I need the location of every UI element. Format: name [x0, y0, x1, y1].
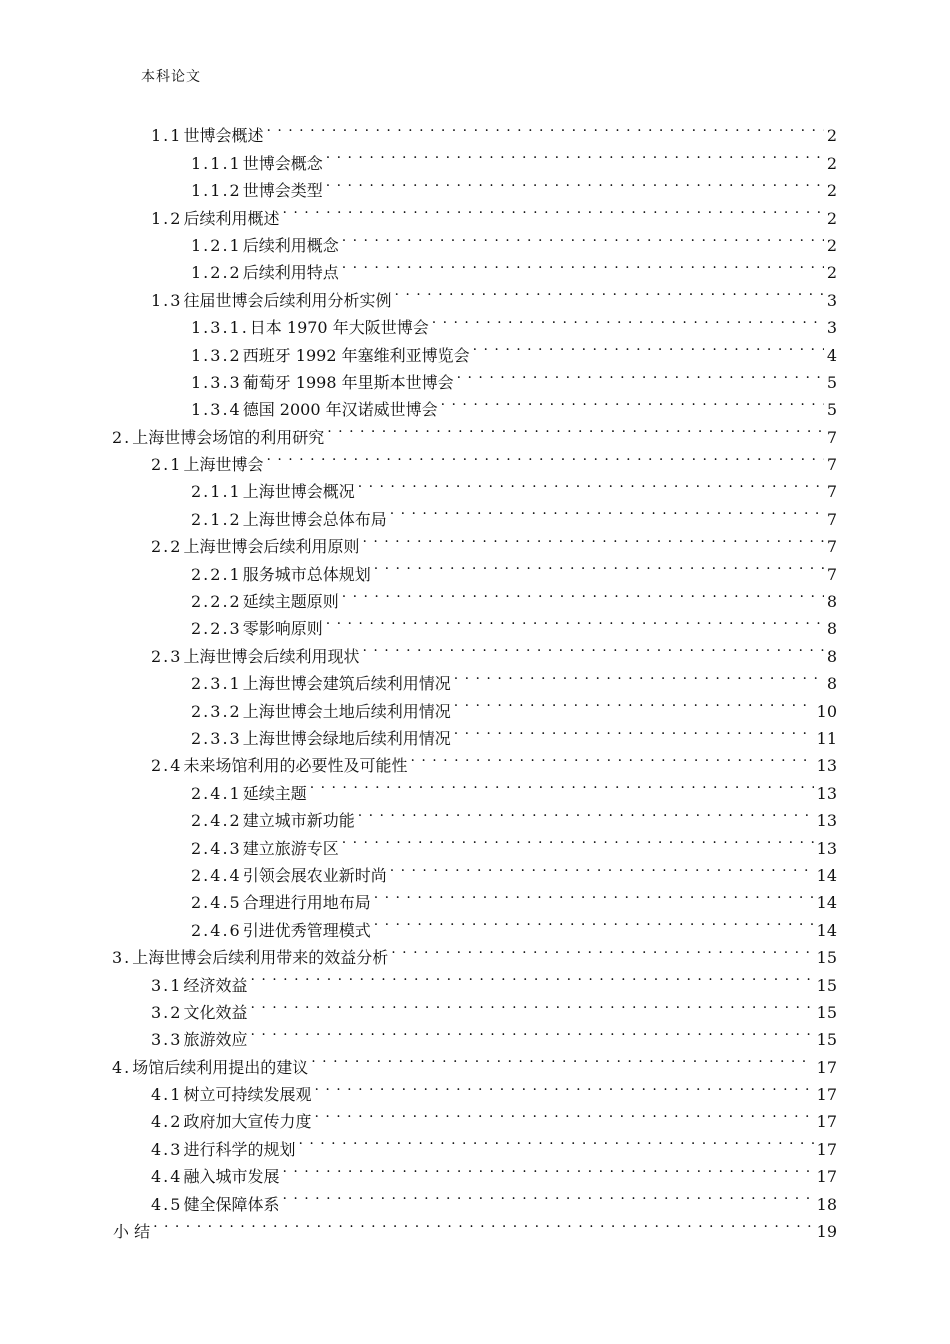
toc-entry-title: 上海世博会建筑后续利用情况	[242, 674, 451, 694]
toc-entry-title: 世博会概念	[242, 153, 323, 173]
toc-entry-page-number: 2	[826, 181, 837, 201]
toc-entry-title: 建立旅游专区	[242, 838, 339, 858]
toc-entry-title: 上海世博会场馆的利用研究	[132, 427, 325, 447]
toc-entry-number: 1.2.2	[191, 263, 242, 283]
toc-entry-page-number: 4	[826, 345, 837, 365]
toc-entry-page-number: 13	[816, 783, 837, 803]
toc-dot-leader	[358, 799, 814, 826]
toc-entry-number: 2.2.2	[191, 592, 242, 612]
toc-dot-leader	[326, 141, 824, 168]
toc-entry-number: 1.1.1	[191, 153, 242, 173]
toc-entry-page-number: 3	[826, 318, 837, 338]
toc-entry-page-number: 17	[816, 1167, 837, 1187]
toc-entry-number: 1.3	[151, 290, 183, 310]
toc-entry-page-number: 15	[816, 1030, 837, 1050]
toc-entry-page-number: 15	[816, 948, 837, 968]
toc-entry-number: 2.4.3	[191, 838, 242, 858]
toc-entry-page-number: 18	[816, 1194, 837, 1214]
toc-entry[interactable]	[0, 1210, 950, 1242]
toc-entry-page-number: 5	[826, 372, 837, 392]
toc-dot-leader	[432, 306, 824, 333]
toc-entry-page-number: 13	[816, 756, 837, 776]
toc-entry[interactable]	[0, 224, 950, 255]
toc-entry[interactable]	[0, 1018, 950, 1050]
toc-entry-number: 1.2.1	[191, 235, 242, 255]
toc-entry-title: 日本 1970 年大阪世博会	[249, 318, 429, 338]
toc-entry-page-number: 13	[816, 811, 837, 831]
toc-entry-number: 3.3	[151, 1030, 183, 1050]
toc-entry-page-number: 2	[826, 126, 837, 146]
toc-dot-leader	[473, 333, 824, 360]
toc-entry-page-number: 8	[826, 646, 837, 666]
toc-entry-number: 4.	[112, 1057, 132, 1077]
toc-entry-title: 健全保障体系	[183, 1194, 280, 1214]
toc-entry-number: 2.4.4	[191, 865, 242, 885]
toc-dot-leader	[394, 278, 823, 305]
toc-entry-number: 1.3.1.	[191, 318, 249, 338]
toc-entry-page-number: 5	[826, 400, 837, 420]
toc-dot-leader	[362, 525, 823, 552]
toc-dot-leader	[327, 415, 824, 442]
toc-entry-title: 合理进行用地布局	[242, 893, 371, 913]
toc-entry[interactable]	[0, 141, 950, 173]
toc-dot-leader	[454, 662, 824, 689]
toc-entry-title: 服务城市总体规划	[242, 564, 371, 584]
toc-entry-title: 政府加大宣传力度	[183, 1112, 312, 1132]
toc-entry-page-number: 7	[826, 455, 837, 475]
table-of-contents	[0, 114, 950, 1242]
toc-entry[interactable]	[0, 799, 950, 831]
toc-entry-page-number: 2	[826, 235, 837, 255]
toc-entry[interactable]	[0, 114, 950, 146]
toc-entry-title: 经济效益	[183, 975, 248, 995]
toc-entry-title: 西班牙 1992 年塞维利亚博览会	[242, 345, 470, 365]
toc-entry-title: 零影响原则	[242, 619, 323, 639]
toc-entry[interactable]	[0, 333, 950, 365]
toc-entry-number: 2.4.5	[191, 893, 242, 913]
toc-entry-title: 上海世博会概况	[242, 482, 355, 502]
toc-entry-page-number: 17	[816, 1057, 837, 1077]
toc-dot-leader	[390, 854, 814, 881]
toc-dot-leader	[250, 963, 813, 990]
toc-entry-number: 1.3.3	[191, 372, 242, 392]
toc-dot-leader	[342, 580, 824, 607]
toc-entry-number: 2.3	[151, 646, 183, 666]
toc-entry-title: 延续主题	[242, 783, 307, 803]
toc-entry[interactable]	[0, 908, 950, 940]
toc-entry[interactable]	[0, 717, 950, 748]
toc-entry-number: 2.4.1	[191, 783, 242, 803]
toc-dot-leader	[441, 388, 824, 415]
toc-entry[interactable]	[0, 1127, 950, 1159]
toc-entry-number: 2.1.2	[191, 509, 242, 529]
toc-entry-title: 未来场馆利用的必要性及可能性	[183, 756, 408, 776]
toc-dot-leader	[326, 169, 824, 196]
toc-entry-title: 上海世博会总体布局	[242, 509, 387, 529]
toc-entry-number: 3.	[112, 948, 132, 968]
toc-entry[interactable]	[0, 1155, 950, 1187]
toc-entry[interactable]	[0, 634, 950, 666]
toc-entry-number: 4.1	[151, 1085, 183, 1105]
toc-entry-number: 2.4.6	[191, 920, 242, 940]
toc-dot-leader	[410, 744, 813, 771]
toc-entry[interactable]	[0, 689, 950, 721]
toc-entry-number: 2.1.1	[191, 482, 242, 502]
toc-entry-page-number: 7	[826, 537, 837, 557]
toc-dot-leader	[282, 196, 823, 223]
toc-entry[interactable]	[0, 854, 950, 885]
toc-entry-number: 4.4	[151, 1167, 183, 1187]
toc-entry-title: 上海世博会土地后续利用情况	[242, 701, 451, 721]
toc-entry-page-number: 14	[816, 893, 837, 913]
toc-entry-number: 2.3.3	[191, 728, 242, 748]
toc-dot-leader	[342, 826, 814, 853]
toc-entry-number: 1.3.4	[191, 400, 242, 420]
toc-entry-title: 进行科学的规划	[183, 1139, 296, 1159]
toc-entry-number: 4.2	[151, 1112, 183, 1132]
toc-dot-leader	[282, 1155, 813, 1182]
toc-dot-leader	[358, 470, 824, 497]
toc-entry-title: 上海世博会后续利用原则	[183, 537, 360, 557]
toc-dot-leader	[314, 1073, 813, 1100]
toc-dot-leader	[374, 881, 814, 908]
toc-entry-number: 3.1	[151, 975, 183, 995]
toc-entry[interactable]	[0, 580, 950, 612]
toc-dot-leader	[454, 717, 814, 744]
toc-entry-title: 上海世博会绿地后续利用情况	[242, 728, 451, 748]
toc-dot-leader	[282, 1182, 813, 1209]
toc-entry[interactable]	[0, 936, 950, 968]
toc-entry-number: 2.2.3	[191, 619, 242, 639]
toc-entry-title: 世博会概述	[183, 126, 264, 146]
toc-entry-page-number: 11	[816, 728, 837, 748]
toc-entry-page-number: 7	[826, 427, 837, 447]
toc-entry[interactable]	[0, 1100, 950, 1132]
toc-entry-title: 后续利用概述	[183, 208, 280, 228]
toc-entry-title: 小 结	[113, 1222, 151, 1242]
toc-entry[interactable]	[0, 361, 950, 392]
toc-entry-title: 场馆后续利用提出的建议	[132, 1057, 309, 1077]
toc-entry[interactable]	[0, 169, 950, 201]
toc-entry[interactable]	[0, 388, 950, 420]
toc-entry-title: 树立可持续发展观	[183, 1085, 312, 1105]
toc-entry-page-number: 7	[826, 564, 837, 584]
toc-entry-number: 4.3	[151, 1139, 183, 1159]
toc-dot-leader	[266, 443, 823, 470]
toc-dot-leader	[342, 224, 824, 251]
toc-entry[interactable]	[0, 881, 950, 913]
toc-dot-leader	[362, 634, 823, 661]
toc-entry-number: 2.3.1	[191, 674, 242, 694]
toc-entry-title: 引进优秀管理模式	[242, 920, 371, 940]
toc-entry-number: 2.2.1	[191, 564, 242, 584]
toc-entry[interactable]	[0, 525, 950, 557]
toc-entry-number: 4.5	[151, 1194, 183, 1214]
toc-entry-number: 1.1	[151, 126, 183, 146]
toc-entry-title: 上海世博会	[183, 455, 264, 475]
toc-dot-leader	[250, 991, 813, 1018]
toc-entry[interactable]	[0, 662, 950, 694]
toc-dot-leader	[266, 114, 823, 141]
toc-entry-page-number: 19	[816, 1222, 837, 1242]
toc-entry-page-number: 8	[826, 674, 837, 694]
toc-entry-page-number: 8	[826, 592, 837, 612]
toc-entry-page-number: 15	[816, 975, 837, 995]
toc-entry-title: 引领会展农业新时尚	[242, 865, 387, 885]
toc-entry-number: 2.1	[151, 455, 183, 475]
toc-entry-number: 3.2	[151, 1002, 183, 1022]
toc-entry-page-number: 14	[816, 865, 837, 885]
toc-entry-page-number: 7	[826, 509, 837, 529]
toc-entry-number: 2.2	[151, 537, 183, 557]
toc-entry-title: 后续利用特点	[242, 263, 339, 283]
toc-entry[interactable]	[0, 196, 950, 228]
toc-entry-page-number: 7	[826, 482, 837, 502]
toc-entry-title: 旅游效应	[183, 1030, 248, 1050]
toc-dot-leader	[454, 689, 814, 716]
toc-entry[interactable]	[0, 744, 950, 776]
toc-dot-leader	[326, 607, 824, 634]
toc-entry-title: 融入城市发展	[183, 1167, 280, 1187]
toc-entry-number: 2.	[112, 427, 132, 447]
toc-entry-number: 1.3.2	[191, 345, 242, 365]
toc-entry-page-number: 14	[816, 920, 837, 940]
toc-entry-title: 建立城市新功能	[242, 811, 355, 831]
toc-entry[interactable]	[0, 415, 950, 447]
toc-entry-title: 上海世博会后续利用现状	[183, 646, 360, 666]
toc-entry[interactable]	[0, 1182, 950, 1214]
toc-dot-leader	[314, 1100, 813, 1127]
toc-entry[interactable]	[0, 552, 950, 584]
toc-entry-page-number: 10	[816, 701, 837, 721]
toc-entry[interactable]	[0, 497, 950, 529]
toc-entry-page-number: 17	[816, 1085, 837, 1105]
toc-dot-leader	[457, 361, 824, 388]
toc-entry[interactable]	[0, 470, 950, 502]
toc-entry-page-number: 2	[826, 153, 837, 173]
toc-entry-number: 1.2	[151, 208, 183, 228]
page-header: 本科论文	[141, 69, 201, 85]
toc-entry-title: 世博会类型	[242, 181, 323, 201]
toc-entry-page-number: 3	[826, 290, 837, 310]
toc-dot-leader	[390, 497, 824, 524]
toc-dot-leader	[250, 1018, 813, 1045]
toc-dot-leader	[153, 1210, 814, 1237]
toc-dot-leader	[391, 936, 813, 963]
toc-entry[interactable]	[0, 991, 950, 1022]
toc-dot-leader	[342, 251, 824, 278]
toc-entry[interactable]	[0, 771, 950, 803]
toc-entry[interactable]	[0, 1045, 950, 1077]
toc-dot-leader	[310, 771, 814, 798]
toc-entry-title: 延续主题原则	[242, 592, 339, 612]
toc-entry-page-number: 2	[826, 208, 837, 228]
toc-entry-title: 德国 2000 年汉诺威世博会	[242, 400, 438, 420]
toc-entry-title: 葡萄牙 1998 年里斯本世博会	[242, 372, 454, 392]
toc-entry-page-number: 17	[816, 1139, 837, 1159]
toc-entry-number: 2.4	[151, 756, 183, 776]
toc-dot-leader	[374, 552, 824, 579]
toc-entry[interactable]	[0, 826, 950, 858]
toc-entry[interactable]	[0, 278, 950, 310]
toc-entry-page-number: 17	[816, 1112, 837, 1132]
toc-entry-title: 往届世博会后续利用分析实例	[183, 290, 392, 310]
toc-entry-number: 2.4.2	[191, 811, 242, 831]
toc-entry[interactable]	[0, 251, 950, 283]
toc-entry-title: 文化效益	[183, 1002, 248, 1022]
toc-entry[interactable]	[0, 306, 950, 338]
toc-dot-leader	[311, 1045, 813, 1072]
toc-entry-page-number: 13	[816, 838, 837, 858]
toc-entry-number: 2.3.2	[191, 701, 242, 721]
toc-entry-page-number: 2	[826, 263, 837, 283]
toc-entry-title: 上海世博会后续利用带来的效益分析	[132, 948, 389, 968]
toc-entry-title: 后续利用概念	[242, 235, 339, 255]
toc-entry-page-number: 15	[816, 1002, 837, 1022]
toc-dot-leader	[374, 908, 814, 935]
toc-entry-page-number: 8	[826, 619, 837, 639]
toc-entry-number: 1.1.2	[191, 181, 242, 201]
toc-dot-leader	[298, 1127, 813, 1154]
toc-entry[interactable]	[0, 607, 950, 639]
